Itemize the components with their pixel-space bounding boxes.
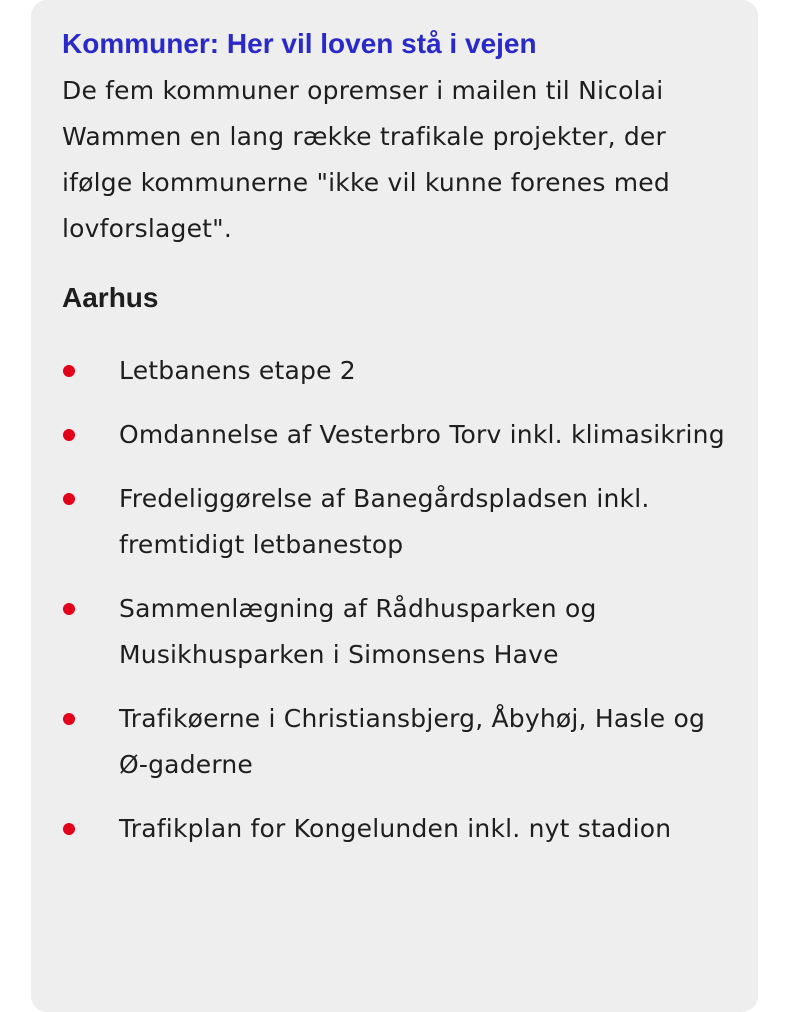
list-item (62, 412, 728, 458)
box-heading: Kommuner: Her vil loven stå i vejen (62, 28, 537, 59)
bullet-dot-icon (63, 429, 75, 441)
section-title-aarhus: Aarhus (62, 282, 159, 313)
intro-paragraph: De fem kommuner opremser i mailen til Nicolai Wammen en lang række trafikale projekter, der ifølge kommunerne "ikke vil kunne forenes med lovforslaget". (62, 76, 670, 243)
list-item-text: Letbanens etape 2 (119, 356, 356, 385)
bullet-dot-icon (63, 493, 75, 505)
list-item (62, 586, 728, 678)
list-item (62, 696, 728, 788)
list-item-text: Sammenlægning af Rådhusparken og Musikhusparken i Simonsens Have (119, 594, 597, 669)
list-item (62, 476, 728, 568)
bullet-dot-icon (63, 365, 75, 377)
list-item (62, 806, 728, 852)
list-item (62, 348, 728, 394)
list-item-text: Trafikplan for Kongelunden inkl. nyt stadion (119, 814, 672, 843)
bullet-dot-icon (63, 713, 75, 725)
list-item-text: Omdannelse af Vesterbro Torv inkl. klimasikring (119, 420, 725, 449)
bullet-dot-icon (63, 603, 75, 615)
project-list (62, 348, 728, 852)
list-item-text: Fredeliggørelse af Banegårdspladsen inkl. fremtidigt letbanestop (119, 484, 650, 559)
bullet-dot-icon (63, 823, 75, 835)
info-box (31, 0, 758, 1012)
list-item-text: Trafikøerne i Christiansbjerg, Åbyhøj, Hasle og Ø-gaderne (119, 704, 706, 779)
